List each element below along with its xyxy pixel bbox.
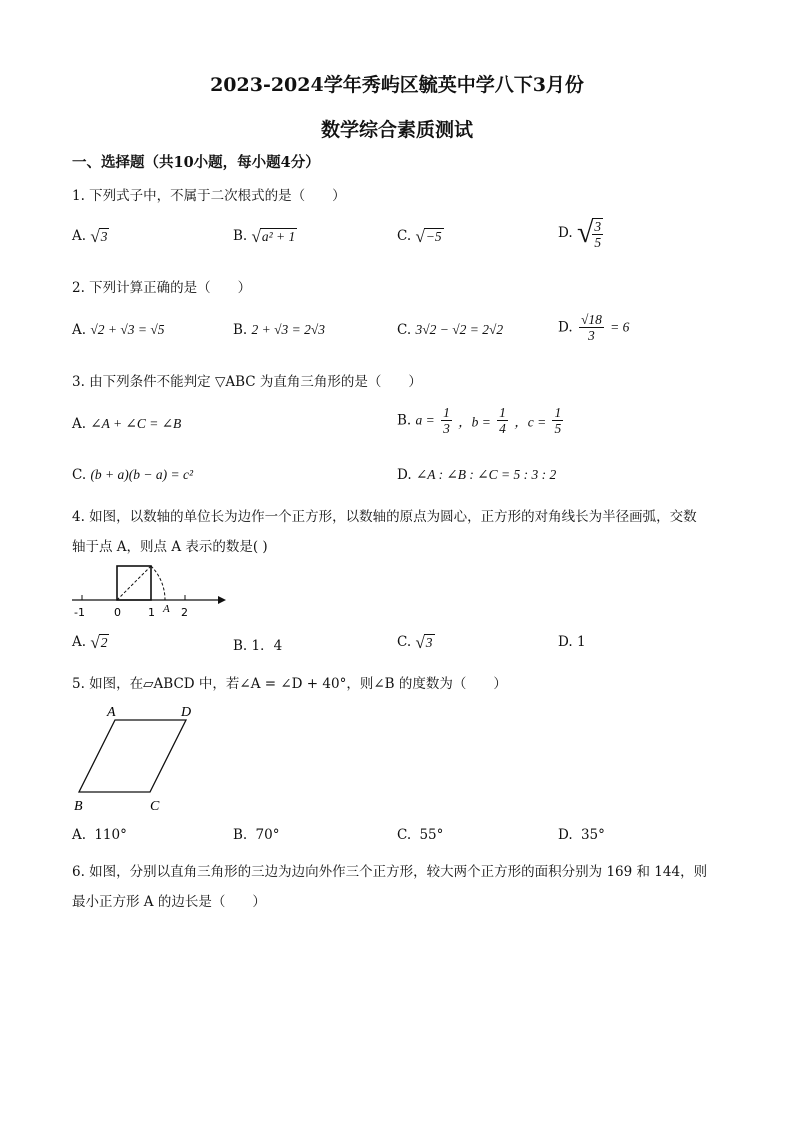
fraction-denominator: 3 <box>588 328 595 343</box>
q3-option-b <box>397 405 565 436</box>
radicand: 3 <box>425 635 433 650</box>
fraction-denominator: 3 <box>443 421 450 436</box>
option-label: B. <box>233 638 248 654</box>
math-expression: 2 + √3 = 2√3 <box>251 322 326 337</box>
option-label: D. <box>558 827 573 843</box>
number-line-figure <box>68 562 228 624</box>
option-label: D. <box>397 467 412 483</box>
option-text: 35° <box>580 827 605 843</box>
option-label: B. <box>397 412 412 429</box>
tick-label-2: 2 <box>181 606 188 619</box>
fraction-denominator: 5 <box>554 421 562 436</box>
option-label: C. <box>397 827 412 843</box>
question-5-stem: 5. 如图，在▱ABCD 中，若∠A = ∠D + 40°，则∠B 的度数为（ ） <box>72 676 507 692</box>
radicand: 3 <box>100 229 108 244</box>
option-label: A. <box>72 634 87 650</box>
option-text: 70° <box>255 827 280 843</box>
q5-option-c <box>397 827 443 843</box>
point-a-label: A <box>163 603 170 615</box>
option-label: C. <box>397 228 412 244</box>
option-label: B. <box>233 322 248 338</box>
option-text: 1 <box>576 634 586 650</box>
q4-option-b <box>233 634 282 654</box>
radicand: −5 <box>425 229 442 244</box>
option-label: C. <box>72 467 87 483</box>
section-heading: 一、选择题（共10小题，每小题4分） <box>72 154 320 171</box>
q3-option-a <box>72 416 181 432</box>
square-diagonal <box>117 566 151 600</box>
q5-option-a <box>72 827 127 843</box>
radicand: 2 <box>100 635 108 650</box>
parallelogram-abcd <box>79 720 186 792</box>
axis-arrow-icon <box>218 596 226 604</box>
question-4-stem-line2: 轴于点 A，则点 A 表示的数是( ) <box>72 539 268 555</box>
q5-option-b <box>233 827 279 843</box>
fraction-denominator: 4 <box>499 421 506 436</box>
fraction-numerator: 1 <box>499 405 506 420</box>
option-label: C. <box>397 322 412 338</box>
option-label: D. <box>558 225 573 241</box>
question-6-stem-line2: 最小正方形 A 的边长是（ ） <box>72 894 266 910</box>
q1-option-c: C. √ −5 <box>397 227 442 246</box>
vertex-label-c: C <box>150 799 160 814</box>
option-text: 110° <box>94 827 127 843</box>
radius-arc <box>151 566 165 600</box>
page-title-line2: 数学综合素质测试 <box>320 119 473 141</box>
option-text: 55° <box>419 827 444 843</box>
option-label: D. <box>558 634 573 650</box>
question-2-stem: 2. 下列计算正确的是（ ） <box>72 280 252 296</box>
math-expression: ，c = <box>514 414 547 430</box>
parallelogram-figure <box>70 698 205 818</box>
tick-label-1: 1 <box>148 606 155 619</box>
q2-option-c <box>397 322 503 338</box>
math-expression: √2 + √3 = √5 <box>90 322 165 337</box>
fraction-numerator: 1 <box>443 405 450 420</box>
q4-option-d <box>558 634 586 650</box>
page-title-line1: 2023-2024学年秀屿区毓英中学八下3月份 <box>210 74 584 96</box>
option-label: C. <box>397 634 412 650</box>
vertex-label-b: B <box>74 799 83 814</box>
vertex-label-d: D <box>181 705 192 720</box>
q3-option-c <box>72 467 193 483</box>
q5-option-d <box>558 827 605 843</box>
tick-label-0: 0 <box>114 606 121 619</box>
fraction-numerator: 1 <box>554 405 562 420</box>
q2-option-d <box>558 312 629 343</box>
q3-option-d <box>397 467 556 483</box>
math-expression: (b + a)(b − a) = c² <box>90 467 194 482</box>
math-expression: 3√2 − √2 = 2√2 <box>415 322 504 337</box>
math-expression: = 6 <box>610 319 630 335</box>
question-4-stem-line1: 4. 如图，以数轴的单位长为边作一个正方形，以数轴的原点为圆心，正方形的对角线长为半径画弧，交数 <box>72 509 697 525</box>
q1-option-b: B. √ a² + 1 <box>233 227 296 246</box>
q4-option-c: C. √ 3 <box>397 633 433 652</box>
option-label: D. <box>558 319 573 336</box>
option-label: A. <box>72 228 87 244</box>
option-label: A. <box>72 322 87 338</box>
math-expression: ∠A : ∠B : ∠C = 5 : 3 : 2 <box>415 467 557 482</box>
vertex-label-a: A <box>107 705 116 720</box>
fraction-numerator: 3 <box>594 219 602 234</box>
tick-label-neg1: -1 <box>74 606 85 619</box>
math-expression: a = <box>415 412 435 428</box>
fraction-numerator: √18 <box>580 312 602 327</box>
q1-option-d: D. √ $\frac{3}{5}$ <box>558 216 602 250</box>
q1-option-a: A. √ 3 <box>72 227 108 246</box>
option-text: 1．4 <box>251 638 283 654</box>
q2-option-b <box>233 322 325 338</box>
option-label: B. <box>233 827 248 843</box>
q2-option-a <box>72 322 165 338</box>
option-label: A. <box>72 827 87 843</box>
math-expression: ∠A + ∠C = ∠B <box>90 416 182 431</box>
question-6-stem-line1: 6. 如图，分别以直角三角形的三边为边向外作三个正方形，较大两个正方形的面积分别为 169 和 144，则 <box>72 864 708 880</box>
question-3-stem: 3. 由下列条件不能判定 ▽ABC 为直角三角形的是（ ） <box>72 374 422 390</box>
radicand: a² + 1 <box>261 229 296 244</box>
option-label: B. <box>233 228 248 244</box>
fraction-denominator: 5 <box>594 235 602 250</box>
option-label: A. <box>72 416 87 432</box>
question-1-stem: 1. 下列式子中，不属于二次根式的是（ ） <box>72 188 346 204</box>
math-expression: ，b = <box>458 414 491 430</box>
q4-option-a: A. √ 2 <box>72 633 108 652</box>
